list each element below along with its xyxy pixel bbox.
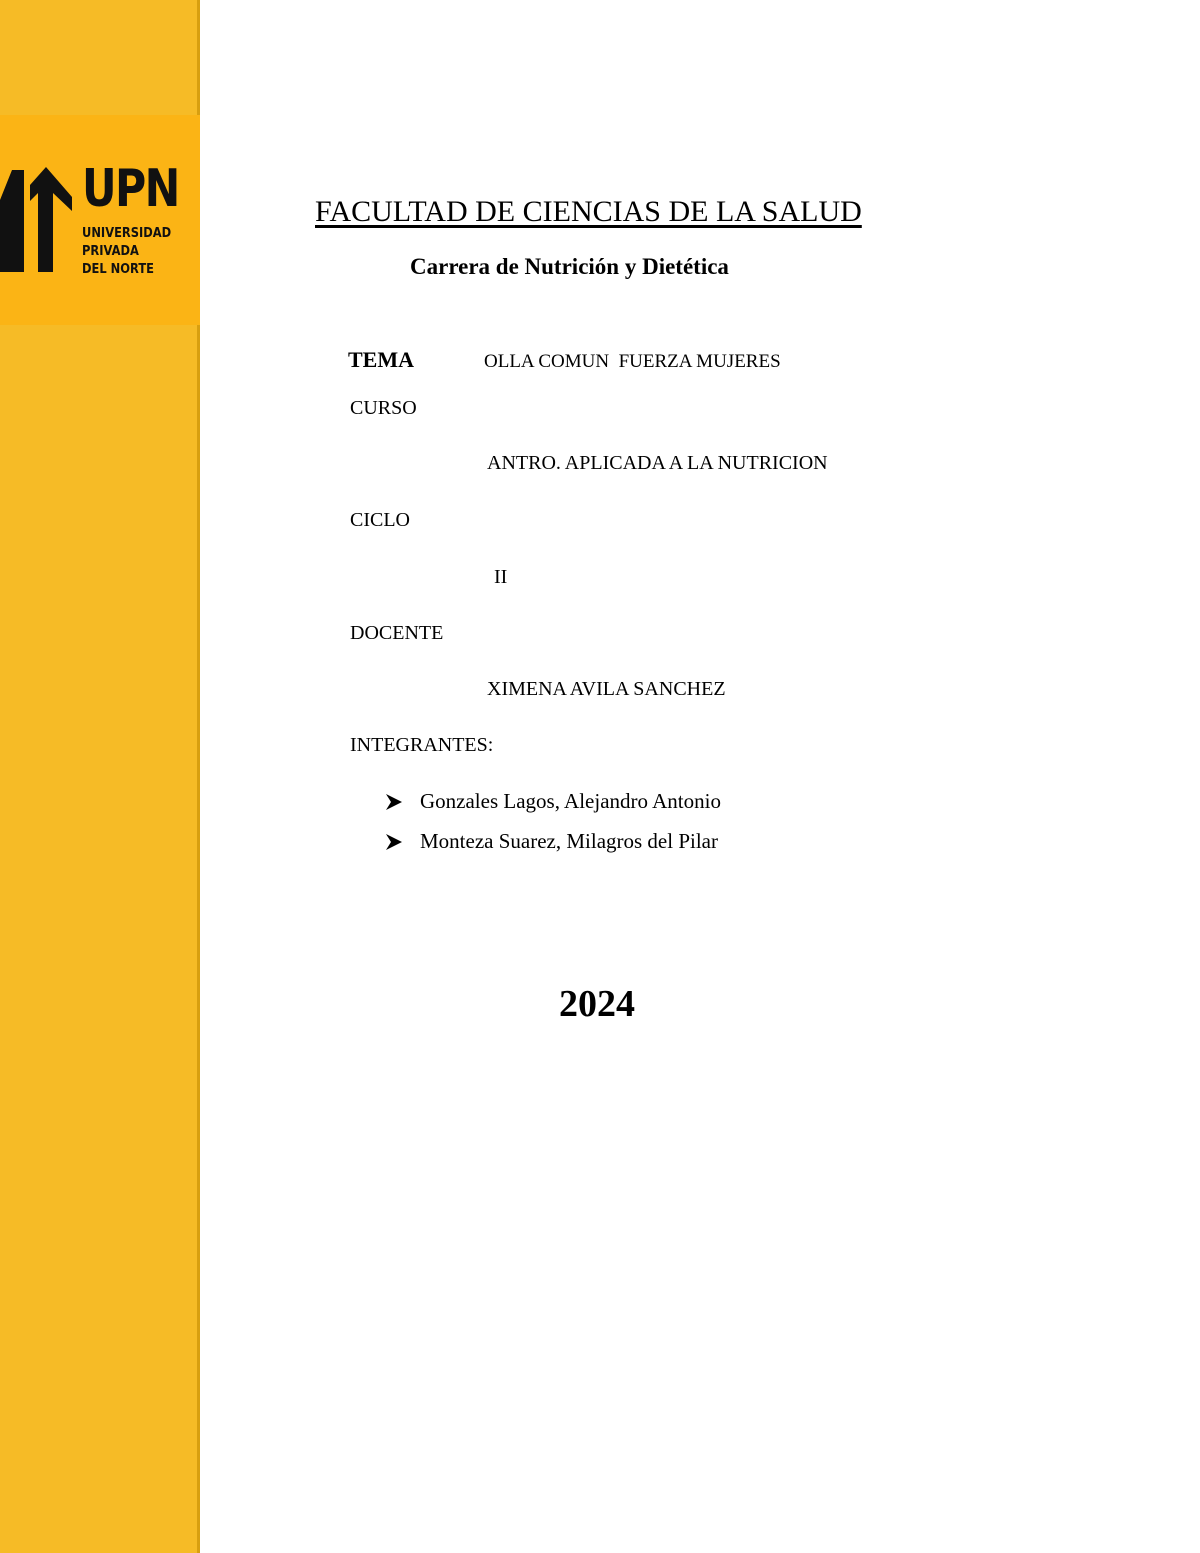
- tema-label: TEMA: [348, 347, 414, 372]
- logo: [0, 115, 200, 325]
- member-name: Gonzales Lagos, Alejandro Antonio: [420, 789, 721, 813]
- arrowhead-bullet-icon: [385, 793, 403, 811]
- arrowhead-bullet-icon: [385, 833, 403, 851]
- ciclo-label: CICLO: [350, 509, 410, 531]
- member-name: Monteza Suarez, Milagros del Pilar: [420, 829, 718, 853]
- docente-value: XIMENA AVILA SANCHEZ: [487, 678, 726, 700]
- curso-value: ANTRO. APLICADA A LA NUTRICION: [487, 452, 828, 474]
- tema-value: OLLA COMUN FUERZA MUJERES: [484, 351, 781, 372]
- curso-label: CURSO: [350, 397, 417, 419]
- career-subtitle: Carrera de Nutrición y Dietética: [410, 254, 729, 279]
- ciclo-value: II: [494, 566, 508, 588]
- logo-line: PRIVADA: [82, 243, 139, 259]
- list-item: [385, 829, 718, 854]
- logo-line: UNIVERSIDAD: [82, 225, 172, 241]
- list-item: [385, 789, 721, 814]
- year: 2024: [559, 983, 635, 1025]
- logo-wordmark: UPN: [82, 159, 179, 219]
- logo-subtitle: [82, 224, 171, 278]
- faculty-title: FACULTAD DE CIENCIAS DE LA SALUD: [315, 195, 862, 228]
- upn-arrow-logo-icon: [0, 115, 80, 325]
- docente-label: DOCENTE: [350, 622, 444, 644]
- integrantes-label: INTEGRANTES:: [350, 734, 494, 756]
- logo-line: DEL NORTE: [82, 261, 155, 277]
